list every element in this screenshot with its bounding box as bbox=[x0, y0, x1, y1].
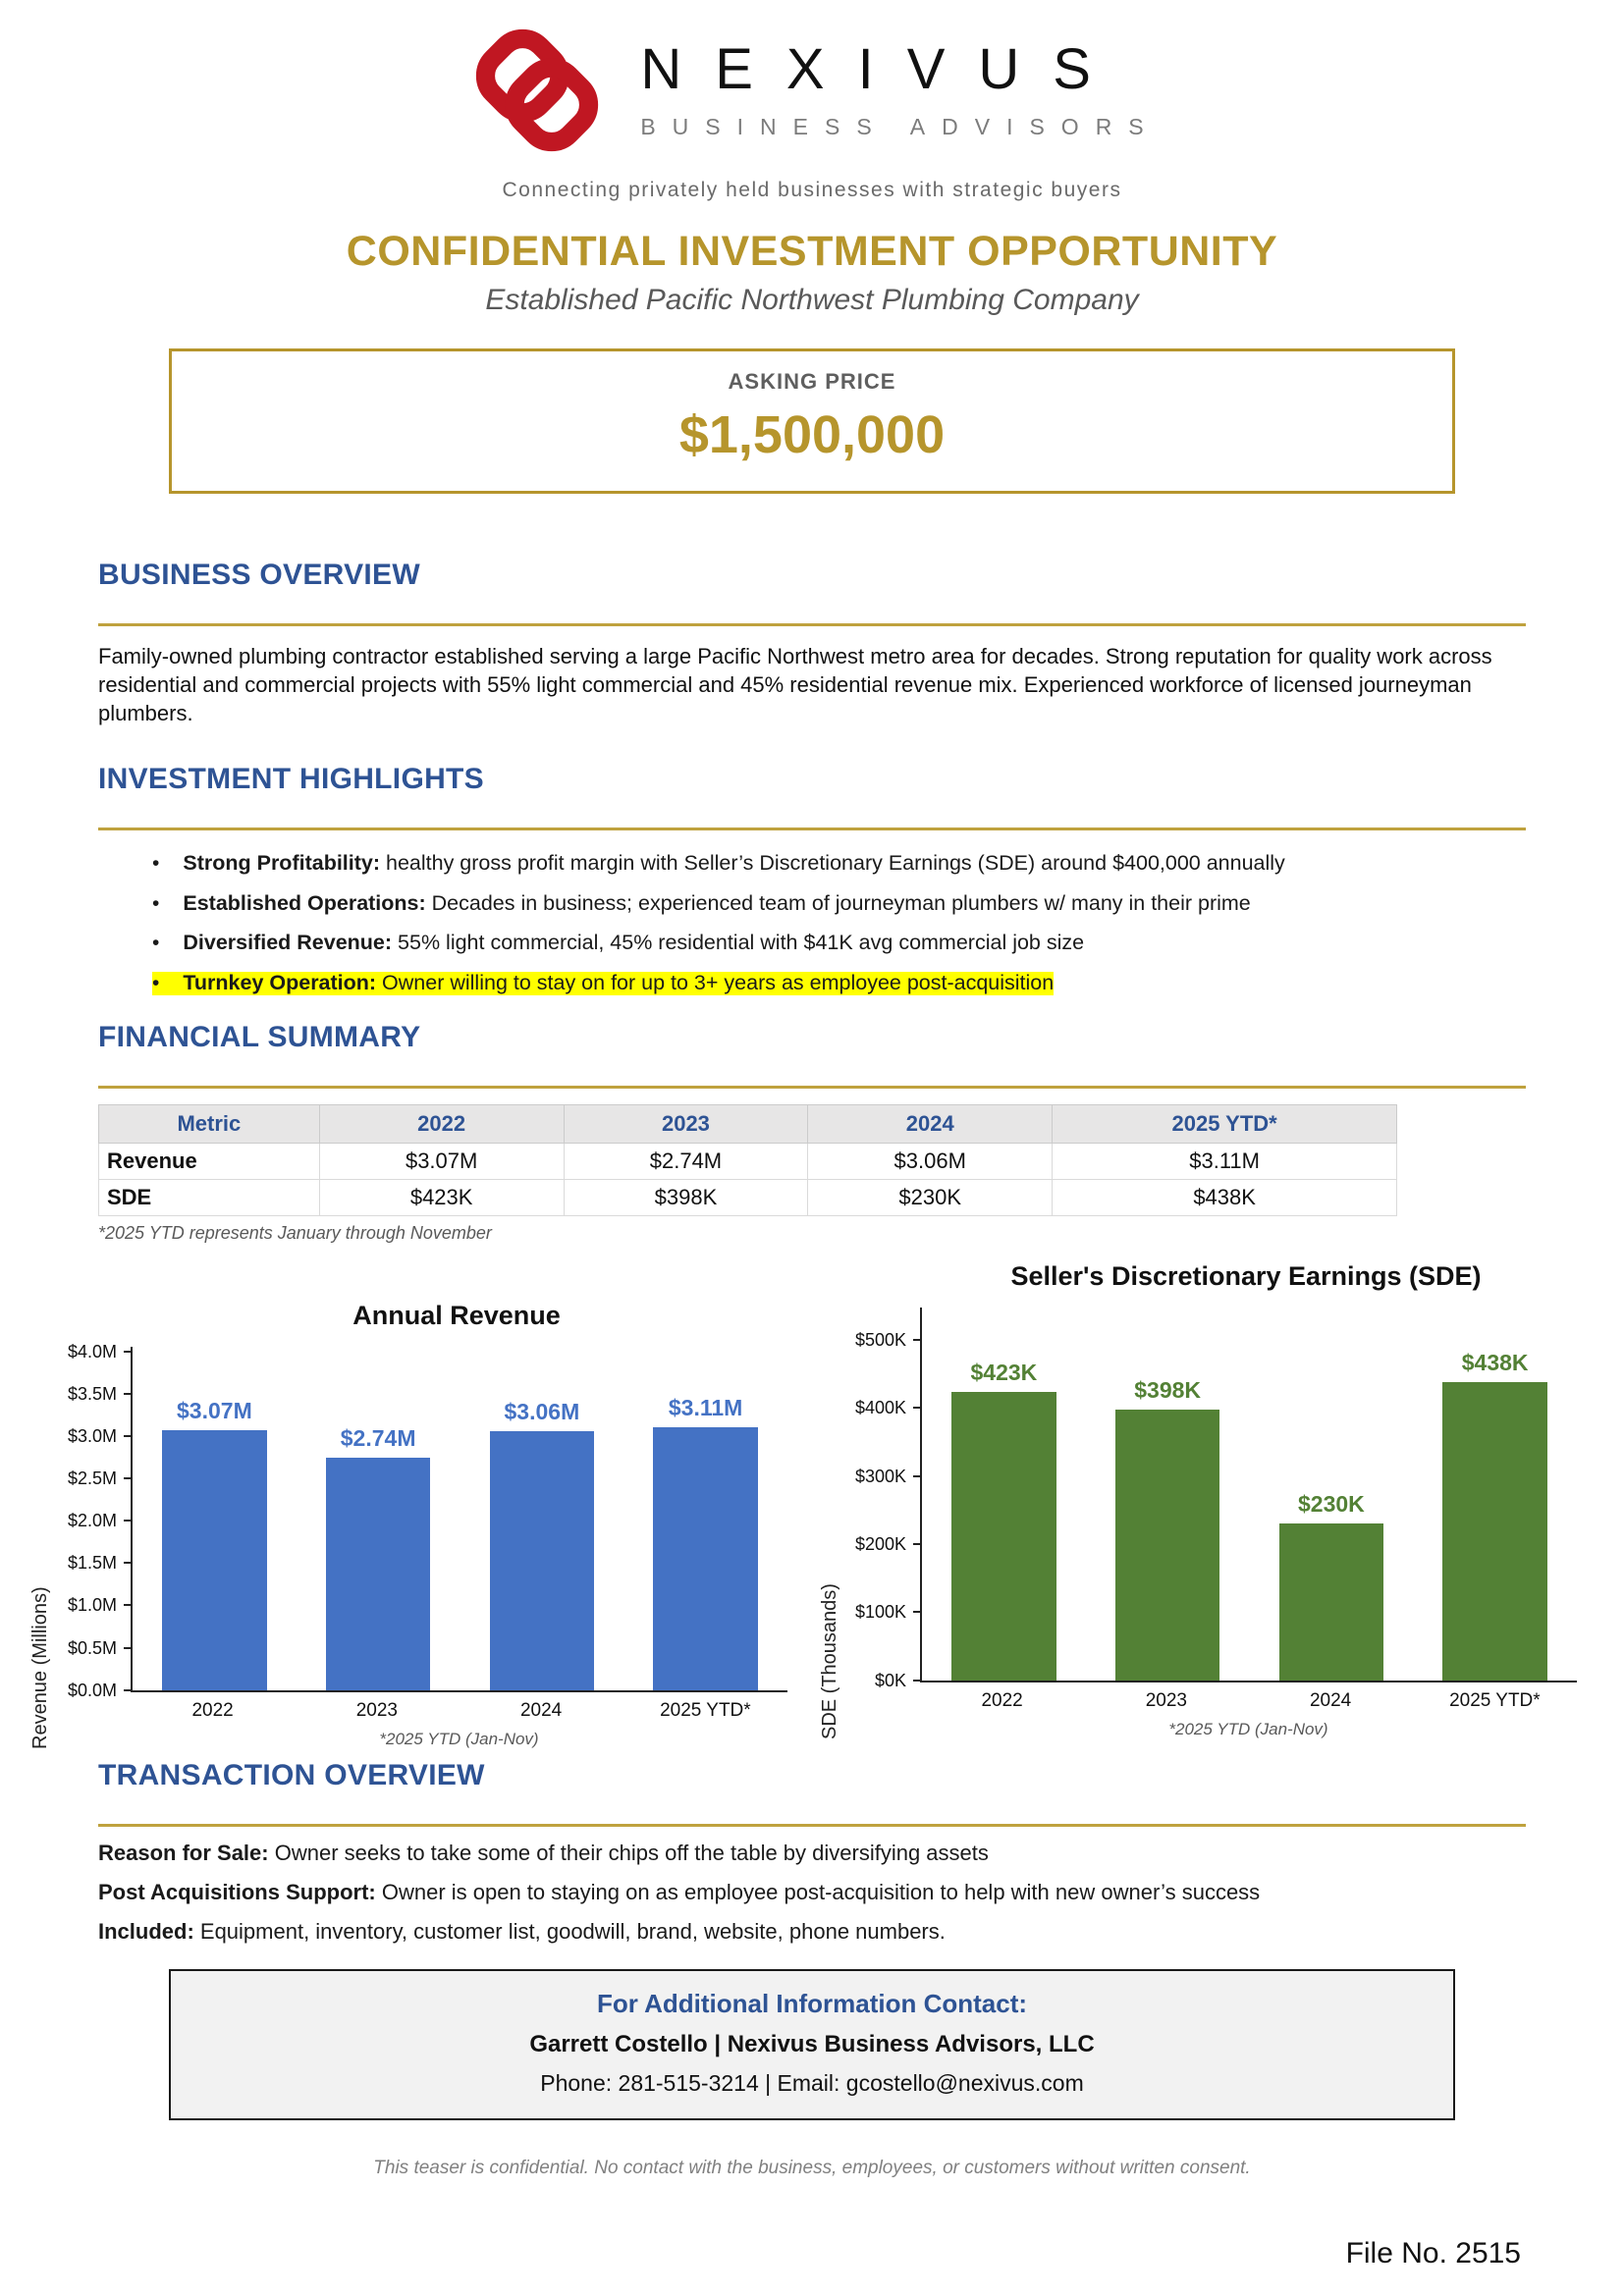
bar-slot bbox=[922, 1308, 1086, 1681]
y-tick-label: $400K bbox=[854, 1398, 906, 1418]
y-tick-label: $300K bbox=[854, 1466, 906, 1486]
transaction-line: Post Acquisitions Support: Owner is open to staying on as employee post-acquisition to help with new owner’s success bbox=[98, 1880, 1261, 1905]
chart-title: Seller's Discretionary Earnings (SDE) bbox=[1010, 1260, 1482, 1291]
x-tick-label: 2024 bbox=[1309, 1689, 1352, 1711]
y-tick-mark bbox=[913, 1543, 922, 1545]
x-tick-label: 2025 YTD* bbox=[1449, 1689, 1541, 1711]
y-tick-mark bbox=[124, 1647, 133, 1649]
chart-caption: *2025 YTD (Jan-Nov) bbox=[379, 1729, 539, 1748]
transaction-lines bbox=[98, 1841, 1526, 1946]
highlight-item: • Turnkey Operation: Owner willing to stay on for up to 3+ years as employee post-acquisition bbox=[152, 971, 1055, 995]
brand-header bbox=[0, 0, 1624, 202]
bar-value-label: $230K bbox=[1297, 1491, 1365, 1518]
bar-slot bbox=[133, 1347, 297, 1690]
bar-value-label: $3.07M bbox=[177, 1398, 252, 1424]
x-tick-label: 2024 bbox=[519, 1699, 563, 1721]
business-overview-heading: BUSINESS OVERVIEW bbox=[98, 559, 420, 591]
bar bbox=[326, 1458, 431, 1689]
section-business-overview bbox=[98, 559, 1526, 727]
value-cell: $2.74M bbox=[564, 1143, 808, 1179]
y-tick-label: $0.5M bbox=[67, 1637, 117, 1658]
contact-phone-line: Phone: 281-515-3214 | Email: gcostello@nexivus.com bbox=[540, 2069, 1084, 2096]
plot-area bbox=[854, 1308, 1577, 1690]
bar-slot bbox=[297, 1347, 460, 1690]
nexivus-knot-logo-icon bbox=[463, 18, 611, 163]
brand-name: NEXIVUS bbox=[640, 37, 1124, 102]
bar bbox=[1279, 1523, 1384, 1680]
contact-name-line: Garrett Costello | Nexivus Business Advisors, LLC bbox=[529, 2030, 1095, 2057]
value-cell: $230K bbox=[808, 1179, 1053, 1215]
brand-subtitle: BUSINESS ADVISORS bbox=[640, 113, 1161, 139]
table-row bbox=[99, 1143, 1397, 1179]
table-header-cell: 2023 bbox=[564, 1104, 808, 1143]
gold-divider bbox=[98, 828, 1526, 830]
y-tick-mark bbox=[124, 1393, 133, 1395]
y-tick-mark bbox=[913, 1680, 922, 1682]
bullet-icon: • bbox=[152, 972, 160, 995]
gold-divider bbox=[98, 623, 1526, 626]
financial-table-header-row bbox=[99, 1104, 1397, 1143]
asking-price-value: $1,500,000 bbox=[678, 405, 946, 464]
section-financial-summary bbox=[98, 1021, 1526, 1244]
highlight-item: • Strong Profitability: healthy gross profit margin with Seller’s Discretionary Earnings (SDE) around $400,000 annually bbox=[152, 851, 1285, 876]
asking-price-label: ASKING PRICE bbox=[728, 369, 896, 394]
chart-title: Annual Revenue bbox=[352, 1300, 561, 1330]
financial-table bbox=[98, 1104, 1397, 1216]
y-tick-label: $2.0M bbox=[67, 1511, 117, 1531]
bar bbox=[951, 1392, 1056, 1680]
bullet-icon: • bbox=[152, 852, 160, 876]
document-title: CONFIDENTIAL INVESTMENT OPPORTUNITY bbox=[346, 228, 1278, 275]
brand-tagline: Connecting privately held businesses with strategic buyers bbox=[502, 179, 1122, 201]
gold-divider bbox=[98, 1824, 1526, 1827]
y-tick-label: $500K bbox=[854, 1329, 906, 1350]
annual-revenue-chart bbox=[27, 1261, 817, 1749]
bar-value-label: $423K bbox=[970, 1360, 1038, 1386]
gold-divider bbox=[98, 1086, 1526, 1089]
bar-value-label: $398K bbox=[1134, 1376, 1202, 1403]
highlights-list bbox=[98, 852, 1526, 995]
charts-row bbox=[0, 1261, 1624, 1749]
y-axis-label: Revenue (Millions) bbox=[29, 1586, 51, 1749]
table-header-cell: Metric bbox=[99, 1104, 320, 1143]
business-overview-body: Family-owned plumbing contractor established serving a large Pacific Northwest metro area for decades. Strong reputation for quality work across residential and commercial projects with 55% light commercial and 45% residential revenue mix. Experienced workforce of licensed journeyman plumbers. bbox=[98, 644, 1492, 726]
section-transaction-overview bbox=[98, 1759, 1526, 1946]
value-cell: $438K bbox=[1053, 1179, 1397, 1215]
bar bbox=[1442, 1382, 1547, 1681]
asking-price-box bbox=[169, 348, 1455, 494]
document-subtitle: Established Pacific Northwest Plumbing Company bbox=[485, 284, 1139, 316]
financial-summary-heading: FINANCIAL SUMMARY bbox=[98, 1020, 421, 1053]
x-tick-label: 2023 bbox=[355, 1699, 399, 1721]
y-tick-label: $1.5M bbox=[67, 1553, 117, 1574]
value-cell: $423K bbox=[319, 1179, 564, 1215]
x-axis-labels bbox=[131, 1692, 787, 1722]
y-tick-label: $0K bbox=[874, 1670, 906, 1690]
value-cell: $3.07M bbox=[319, 1143, 564, 1179]
contact-heading: For Additional Information Contact: bbox=[596, 1988, 1028, 2018]
y-tick-mark bbox=[124, 1562, 133, 1564]
bar-slot bbox=[623, 1347, 787, 1690]
investment-highlights-heading: INVESTMENT HIGHLIGHTS bbox=[98, 763, 484, 796]
y-tick-mark bbox=[124, 1689, 133, 1691]
section-investment-highlights bbox=[98, 763, 1526, 995]
x-tick-label: 2023 bbox=[1145, 1689, 1188, 1711]
bar-value-label: $2.74M bbox=[340, 1425, 416, 1452]
x-axis-labels bbox=[920, 1682, 1577, 1712]
y-tick-mark bbox=[913, 1611, 922, 1613]
value-cell: $3.11M bbox=[1053, 1143, 1397, 1179]
x-tick-label: 2022 bbox=[981, 1689, 1023, 1711]
y-tick-label: $1.0M bbox=[67, 1595, 117, 1616]
file-number: File No. 2515 bbox=[1345, 2237, 1521, 2269]
x-tick-label: 2025 YTD* bbox=[660, 1699, 751, 1721]
y-tick-mark bbox=[913, 1475, 922, 1477]
y-tick-label: $100K bbox=[854, 1602, 906, 1623]
bullet-icon: • bbox=[152, 891, 160, 915]
table-footnote: *2025 YTD represents January through November bbox=[98, 1222, 492, 1243]
metric-cell: SDE bbox=[99, 1179, 320, 1215]
confidentiality-disclaimer: This teaser is confidential. No contact with the business, employees, or customers without written consent. bbox=[373, 2157, 1251, 2178]
transaction-line: Included: Equipment, inventory, customer list, goodwill, brand, website, phone numbers. bbox=[98, 1919, 946, 1945]
value-cell: $3.06M bbox=[808, 1143, 1053, 1179]
table-header-cell: 2022 bbox=[319, 1104, 564, 1143]
y-tick-mark bbox=[913, 1339, 922, 1341]
table-row bbox=[99, 1179, 1397, 1215]
highlight-item: • Established Operations: Decades in business; experienced team of journeyman plumbers w/ many in their prime bbox=[152, 890, 1251, 915]
bar-value-label: $438K bbox=[1461, 1349, 1529, 1375]
table-header-cell: 2025 YTD* bbox=[1053, 1104, 1397, 1143]
y-tick-mark bbox=[124, 1520, 133, 1522]
bar-value-label: $3.06M bbox=[504, 1398, 580, 1424]
y-tick-label: $3.5M bbox=[67, 1383, 117, 1404]
y-tick-label: $0.0M bbox=[67, 1680, 117, 1700]
bar bbox=[1115, 1410, 1220, 1681]
transaction-overview-heading: TRANSACTION OVERVIEW bbox=[98, 1758, 485, 1791]
table-header-cell: 2024 bbox=[808, 1104, 1053, 1143]
y-tick-label: $2.5M bbox=[67, 1468, 117, 1489]
y-tick-mark bbox=[124, 1351, 133, 1353]
y-tick-mark bbox=[913, 1407, 922, 1409]
value-cell: $398K bbox=[564, 1179, 808, 1215]
bar-slot bbox=[460, 1347, 624, 1690]
bar-slot bbox=[1413, 1308, 1577, 1681]
bar-slot bbox=[1250, 1308, 1414, 1681]
y-axis-label: SDE (Thousands) bbox=[819, 1582, 840, 1739]
bar bbox=[653, 1427, 758, 1690]
metric-cell: Revenue bbox=[99, 1143, 320, 1179]
y-tick-mark bbox=[124, 1477, 133, 1479]
transaction-line: Reason for Sale: Owner seeks to take some of their chips off the table by diversifying assets bbox=[98, 1840, 989, 1865]
highlight-item: • Diversified Revenue: 55% light commercial, 45% residential with $41K avg commercial job size bbox=[152, 931, 1085, 955]
y-tick-mark bbox=[124, 1435, 133, 1437]
y-tick-label: $4.0M bbox=[67, 1341, 117, 1362]
sde-chart bbox=[817, 1261, 1606, 1749]
bar bbox=[162, 1430, 267, 1690]
bar bbox=[490, 1431, 595, 1690]
bar-value-label: $3.11M bbox=[668, 1394, 743, 1420]
y-tick-mark bbox=[124, 1604, 133, 1606]
bullet-icon: • bbox=[152, 932, 160, 955]
chart-caption: *2025 YTD (Jan-Nov) bbox=[1168, 1719, 1328, 1738]
y-tick-label: $3.0M bbox=[67, 1426, 117, 1447]
y-tick-label: $200K bbox=[854, 1533, 906, 1554]
plot-area bbox=[67, 1341, 787, 1700]
x-tick-label: 2022 bbox=[191, 1699, 234, 1721]
bar-slot bbox=[1086, 1308, 1250, 1681]
contact-box bbox=[169, 1969, 1455, 2120]
